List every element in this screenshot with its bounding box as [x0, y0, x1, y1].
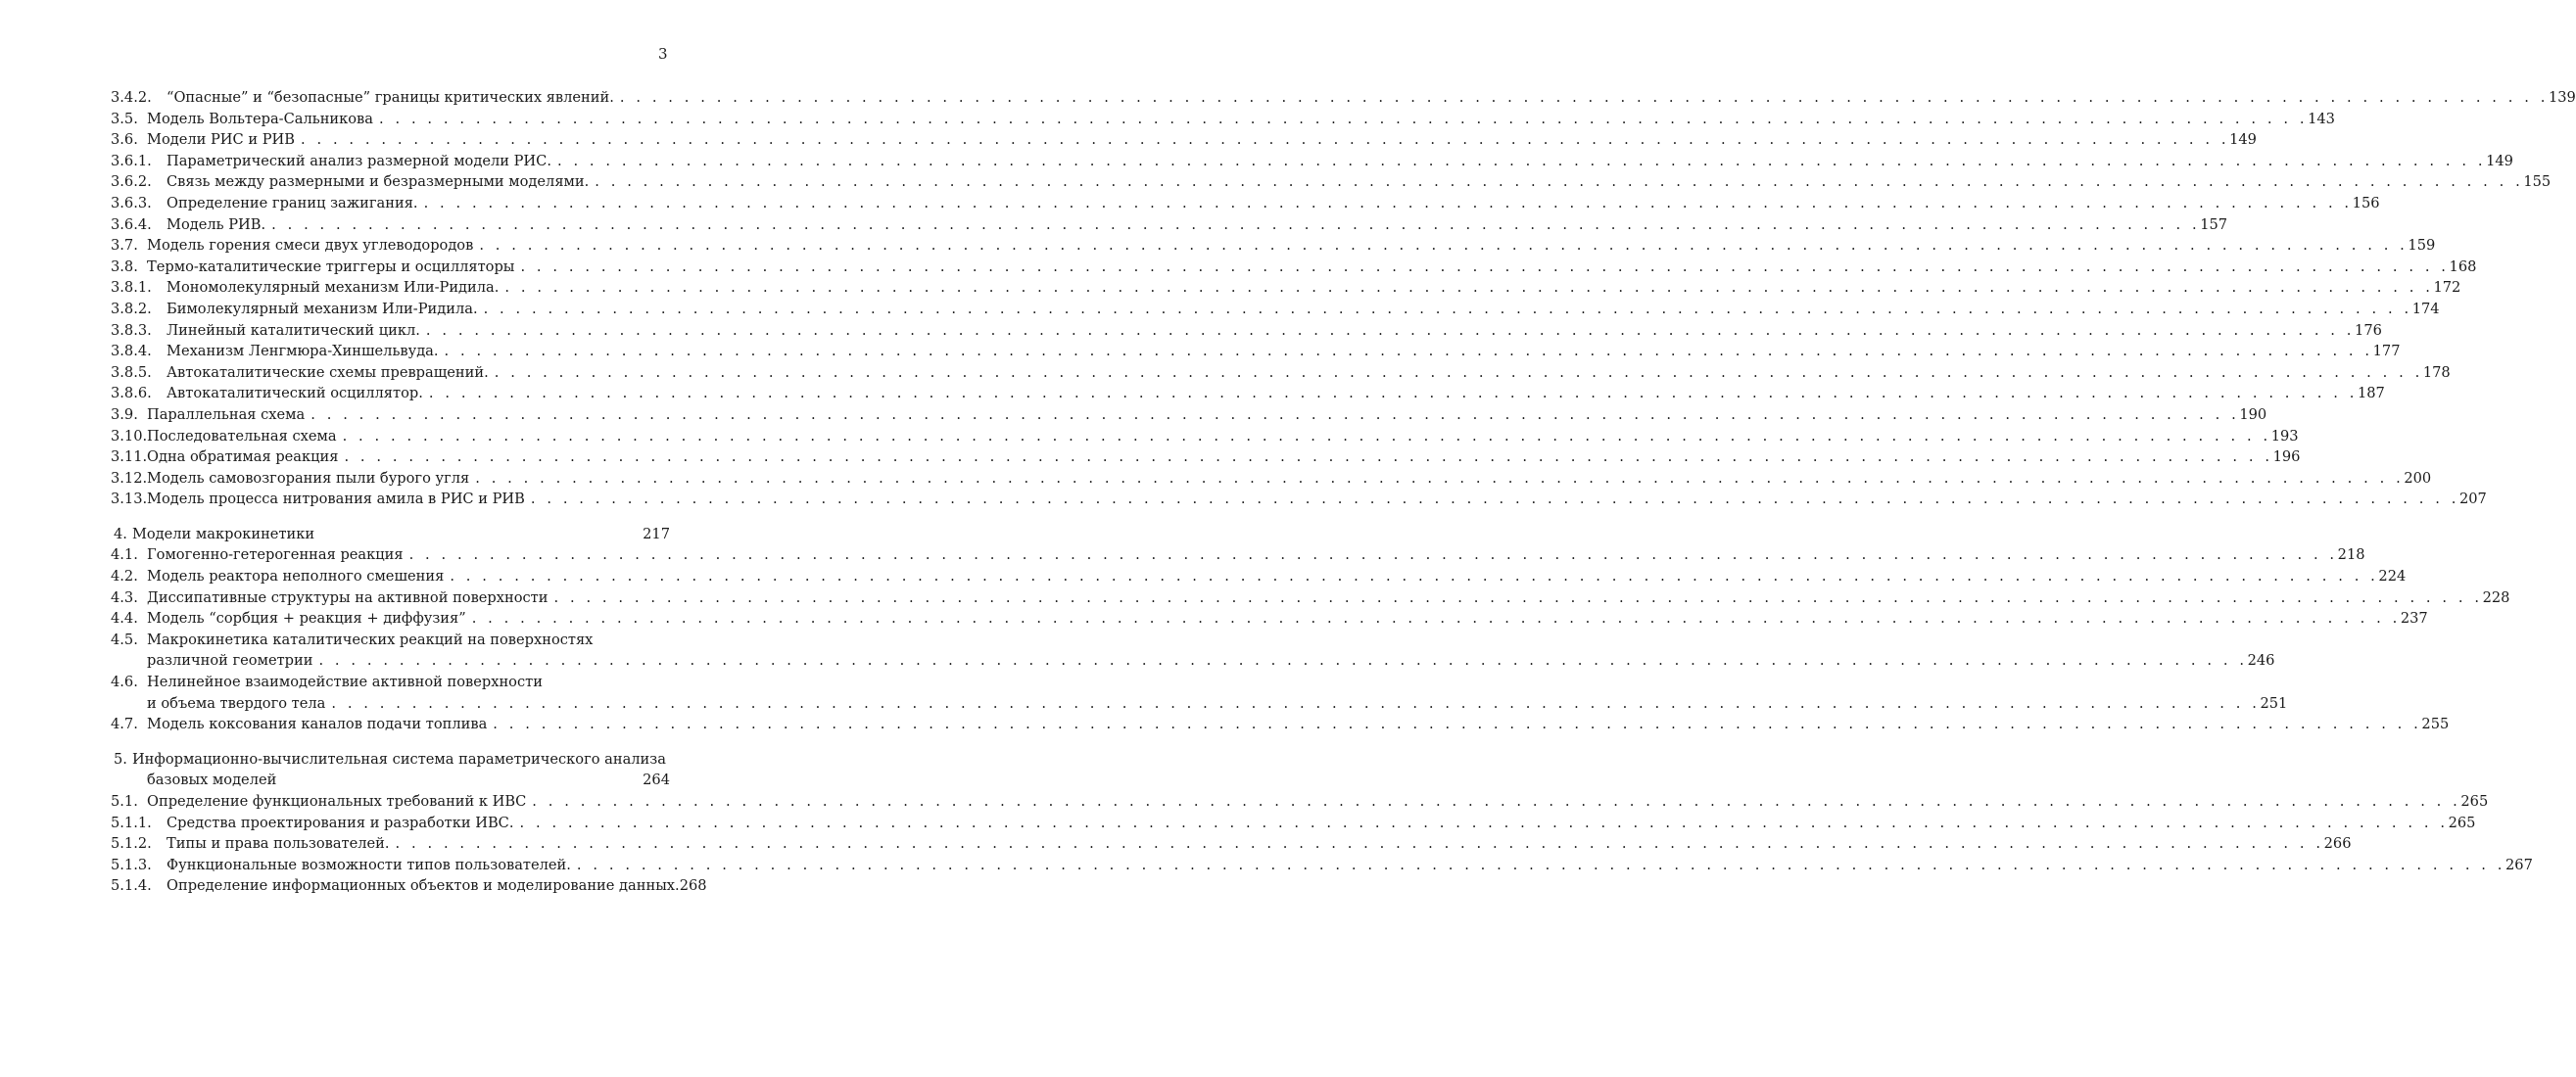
- dot-leader: . . . . . . . . . . . . . . . . . . . . . . . . . . . . . . . . . . . . . . . . . . . . . . . . . . . . . . . . . . . . . . . . . . . . . . . . . . . . . . . . . . . . . . . . . . . . . . . . . . . . . . . . . . . . . . . . . . . . . . . .: [494, 363, 2423, 381]
- dot-leader: . . . . . . . . . . . . . . . . . . . . . . . . . . . . . . . . . . . . . . . . . . . . . . . . . . . . . . . . . . . . . . . . . . . . . . . . . . . . . . . . . . . . . . . . . . . . . . . . . . . . . . . . . . . . . . . . . . . . . . . .: [532, 793, 2461, 810]
- dot-leader: . . . . . . . . . . . . . . . . . . . . . . . . . . . . . . . . . . . . . . . . . . . . . . . . . . . . . . . . . . . . . . . . . . . . . . . . . . . . . . . . . . . . . . . . . . . . . . . . . . . . . . . . . . . . . . . . . . . . . . . .: [444, 343, 2373, 360]
- toc-entry[interactable]: [111, 587, 2510, 609]
- entry-page: 193: [2270, 427, 2299, 445]
- entry-title: Гомогенно-гетерогенная реакция: [147, 546, 404, 564]
- entry-page: 177: [2372, 343, 2401, 360]
- dot-leader: . . . . . . . . . . . . . . . . . . . . . . . . . . . . . . . . . . . . . . . . . . . . . . . . . . . . . . . . . . . . . . . . . . . . . . . . . . . . . . . . . . . . . . . . . . . . . . . . . . . . . . . . . . . . . . . . . . . . . . . .: [520, 258, 2450, 275]
- entry-title-line2: различной геометрии: [147, 652, 313, 670]
- entry-page: 251: [2260, 694, 2288, 712]
- entry-number: 5.1.2.: [111, 835, 152, 853]
- toc-entry[interactable]: [111, 109, 2335, 130]
- toc-entry[interactable]: [111, 87, 2576, 109]
- chapter-title: Информационно-вычислительная система параметрического анализа: [131, 750, 666, 768]
- toc-entry[interactable]: [111, 277, 2461, 299]
- entry-page: 143: [2308, 110, 2335, 127]
- entry-number: 3.8.4.: [111, 343, 152, 360]
- toc-entry[interactable]: [111, 404, 2267, 426]
- entry-number: 3.6.: [111, 131, 138, 149]
- toc-entry[interactable]: [111, 362, 2451, 384]
- dot-leader: . . . . . . . . . . . . . . . . . . . . . . . . . . . . . . . . . . . . . . . . . . . . . . . . . . . . . . . . . . . . . . . . . . . . . . . . . . . . . . . . . . . . . . . . . . . . . . . . . . . . . . . . . . . . . . . . . . . . . . . .: [423, 194, 2353, 211]
- toc-entry[interactable]: [111, 129, 2257, 151]
- entry-page: 156: [2352, 194, 2380, 211]
- entry-number: 3.4.2.: [111, 89, 152, 106]
- entry-page: 237: [2400, 610, 2428, 628]
- entry-number: 3.8.6.: [111, 385, 152, 402]
- dot-leader: . . . . . . . . . . . . . . . . . . . . . . . . . . . . . . . . . . . . . . . . . . . . . . . . . . . . . . . . . . . . . . . . . . . . . . . . . . . . . . . . . . . . . . . . . . . . . . . . . . . . . . . . . . . . . . . . . . . . . . . .: [475, 469, 2405, 487]
- chapter-heading-continued[interactable]: [111, 770, 670, 791]
- dot-leader: . . . . . . . . . . . . . . . . . . . . . . . . . . . . . . . . . . . . . . . . . . . . . . . . . . . . . . . . . . . . . . . . . . . . . . . . . . . . . . . . . . . . . . . . . . . . . . . . . . . . . . . . . . . . . . . . . . . . . . . .: [300, 131, 2230, 149]
- entry-title: Определение границ зажигания.: [167, 194, 418, 211]
- toc-entry[interactable]: [111, 714, 2450, 735]
- entry-title: “Опасные” и “безопасные” границы критических явлений.: [167, 89, 614, 106]
- entry-page: 174: [2411, 300, 2440, 317]
- dot-leader: . . . . . . . . . . . . . . . . . . . . . . . . . . . . . . . . . . . . . . . . . . . . . . . . . . . . . . . . . . . . . . . . . . . . . . . . . . . . . . . . . . . . . . . . . . . . . . . . . . . . . . . . . . . . . . . . . . . . . . . .: [428, 385, 2358, 402]
- entry-title: Модель самовозгорания пыли бурого угля: [147, 469, 470, 487]
- entry-title: Нелинейное взаимодействие активной поверхности: [147, 674, 543, 691]
- toc-entry[interactable]: [111, 875, 707, 897]
- chapter-heading[interactable]: [111, 749, 670, 771]
- entry-page: 200: [2404, 469, 2432, 487]
- toc-entry[interactable]: [111, 257, 2477, 278]
- entry-number: 3.6.2.: [111, 173, 152, 191]
- entry-title: Модель “сорбция + реакция + диффузия”: [147, 610, 466, 628]
- entry-title: Определение информационных объектов и моделирование данных.: [167, 877, 680, 895]
- entry-page: 228: [2482, 588, 2510, 606]
- entry-number: 5.1.3.: [111, 856, 152, 873]
- toc-entry[interactable]: [111, 468, 2432, 490]
- dot-leader: . . . . . . . . . . . . . . . . . . . . . . . . . . . . . . . . . . . . . . . . . . . . . . . . . . . . . . . . . . . . . . . . . . . . . . . . . . . . . . . . . . . . . . . . . . . . . . . . . . . . . . . . . . . . . . . . . . . . . . . .: [318, 652, 2248, 670]
- dot-leader: . . . . . . . . . . . . . . . . . . . . . . . . . . . . . . . . . . . . . . . . . . . . . . . . . . . . . . . . . . . . . . . . . . . . . . . . . . . . . . . . . . . . . . . . . . . . . . . . . . . . . . . . . . . . . . . . . . . . . . . .: [408, 546, 2338, 564]
- toc-entry[interactable]: [111, 791, 2489, 813]
- toc-entry[interactable]: [111, 855, 2533, 876]
- entry-number: 3.12.: [111, 469, 148, 487]
- entry-page: 224: [2378, 568, 2407, 585]
- dot-leader: . . . . . . . . . . . . . . . . . . . . . . . . . . . . . . . . . . . . . . . . . . . . . . . . . . . . . . . . . . . . . . . . . . . . . . . . . . . . . . . . . . . . . . . . . . . . . . . . . . . . . . . . . . . . . . . . . . . . . . . .: [471, 610, 2401, 628]
- entry-page: 268: [679, 877, 707, 895]
- entry-number: 4.6.: [111, 674, 138, 691]
- toc-entry[interactable]: [111, 214, 2228, 236]
- entry-number: 5.1.4.: [111, 877, 152, 895]
- entry-page: 149: [2229, 131, 2257, 149]
- entry-title: Диссипативные структуры на активной поверхности: [147, 588, 549, 606]
- entry-title: Мономолекулярный механизм Или-Ридила.: [167, 279, 500, 297]
- toc-entry[interactable]: [111, 171, 2552, 193]
- entry-title: Модель горения смеси двух углеводородов: [147, 237, 474, 255]
- toc-entry[interactable]: [111, 235, 2436, 257]
- table-of-contents: [111, 87, 2576, 897]
- dot-leader: . . . . . . . . . . . . . . . . . . . . . . . . . . . . . . . . . . . . . . . . . . . . . . . . . . . . . . . . . . . . . . . . . . . . . . . . . . . . . . . . . . . . . . . . . . . . . . . . . . . . . . . . . . . . . . . . . . . . . . . .: [378, 110, 2309, 127]
- entry-page: 178: [2422, 363, 2451, 381]
- entry-title: Последовательная схема: [147, 427, 337, 445]
- entry-title: Автокаталитические схемы превращений.: [167, 363, 489, 381]
- toc-entry[interactable]: [111, 566, 2407, 587]
- entry-title: Бимолекулярный механизм Или-Ридила.: [167, 300, 478, 317]
- entry-number: 3.10.: [111, 427, 148, 445]
- entry-title: Типы и права пользователей.: [167, 835, 390, 853]
- entry-page: 266: [2323, 835, 2352, 853]
- chapter-title: Модели макрокинетики: [131, 525, 315, 542]
- dot-leader: . . . . . . . . . . . . . . . . . . . . . . . . . . . . . . . . . . . . . . . . . . . . . . . . . . . . . . . . . . . . . . . . . . . . . . . . . . . . . . . . . . . . . . . . . . . . . . . . . . . . . . . . . . . . . . . . . . . . . . . .: [271, 215, 2201, 233]
- toc-entry[interactable]: [111, 630, 670, 651]
- toc-entry[interactable]: [111, 299, 2440, 320]
- toc-entry[interactable]: [111, 320, 2382, 342]
- entry-title: Автокаталитический осциллятор.: [167, 385, 423, 402]
- entry-title: Модель коксования каналов подачи топлива: [147, 716, 488, 733]
- entry-title: Модель РИВ.: [167, 215, 266, 233]
- toc-entry-continued[interactable]: [111, 693, 2288, 715]
- entry-title: Функциональные возможности типов пользователей.: [167, 856, 571, 873]
- chapter-page: 264: [643, 772, 670, 789]
- entry-page: 267: [2505, 856, 2533, 873]
- entry-title: Связь между размерными и безразмерными моделями.: [167, 173, 590, 191]
- entry-page: 168: [2449, 258, 2477, 275]
- toc-entry[interactable]: [111, 672, 670, 693]
- toc-entry[interactable]: [111, 833, 2352, 855]
- entry-title: Параметрический анализ размерной модели РИС.: [167, 152, 551, 169]
- entry-number: 4.3.: [111, 588, 138, 606]
- entry-page: 176: [2355, 321, 2382, 339]
- entry-page: 255: [2421, 716, 2450, 733]
- entry-title-line2: и объема твердого тела: [147, 694, 326, 712]
- dot-leader: . . . . . . . . . . . . . . . . . . . . . . . . . . . . . . . . . . . . . . . . . . . . . . . . . . . . . . . . . . . . . . . . . . . . . . . . . . . . . . . . . . . . . . . . . . . . . . . . . . . . . . . . . . . . . . . . . . . . . . . .: [310, 405, 2240, 423]
- toc-entry[interactable]: [111, 544, 2365, 566]
- entry-page: 172: [2433, 279, 2461, 297]
- dot-leader: . . . . . . . . . . . . . . . . . . . . . . . . . . . . . . . . . . . . . . . . . . . . . . . . . . . . . . . . . . . . . . . . . . . . . . . . . . . . . . . . . . . . . . . . . . . . . . . . . . . . . . . . . . . . . . . . . . . . . . . .: [479, 237, 2409, 255]
- toc-entry[interactable]: [111, 341, 2401, 362]
- dot-leader: . . . . . . . . . . . . . . . . . . . . . . . . . . . . . . . . . . . . . . . . . . . . . . . . . . . . . . . . . . . . . . . . . . . . . . . . . . . . . . . . . . . . . . . . . . . . . . . . . . . . . . . . . . . . . . . . . . . . . . . .: [493, 716, 2422, 733]
- dot-leader: . . . . . . . . . . . . . . . . . . . . . . . . . . . . . . . . . . . . . . . . . . . . . . . . . . . . . . . . . . . . . . . . . . . . . . . . . . . . . . . . . . . . . . . . . . . . . . . . . . . . . . . . . . . . . . . . . . . . . . . .: [595, 173, 2524, 191]
- entry-number: 5.1.: [111, 793, 138, 810]
- entry-title: Одна обратимая реакция: [147, 448, 339, 466]
- dot-leader: . . . . . . . . . . . . . . . . . . . . . . . . . . . . . . . . . . . . . . . . . . . . . . . . . . . . . . . . . . . . . . . . . . . . . . . . . . . . . . . . . . . . . . . . . . . . . . . . . . . . . . . . . . . . . . . . . . . . . . . .: [504, 279, 2434, 297]
- entry-number: 3.11.: [111, 448, 148, 466]
- entry-title: Модель реактора неполного смешения: [147, 568, 445, 585]
- page-number: 3: [658, 45, 668, 63]
- entry-number: 3.5.: [111, 110, 138, 127]
- toc-entry[interactable]: [111, 813, 2476, 834]
- entry-page: 190: [2239, 405, 2267, 423]
- entry-title: Механизм Ленгмюра-Хиншельвуда.: [167, 343, 439, 360]
- entry-title: Модель Вольтера-Сальникова: [147, 110, 373, 127]
- entry-number: 3.8.1.: [111, 279, 152, 297]
- toc-entry[interactable]: [111, 151, 2513, 172]
- entry-number: 3.6.1.: [111, 152, 152, 169]
- dot-leader: . . . . . . . . . . . . . . . . . . . . . . . . . . . . . . . . . . . . . . . . . . . . . . . . . . . . . . . . . . . . . . . . . . . . . . . . . . . . . . . . . . . . . . . . . . . . . . . . . . . . . . . . . . . . . . . . . . . . . . . .: [556, 152, 2487, 169]
- section-gap: [111, 735, 670, 749]
- entry-title: Параллельная схема: [147, 405, 306, 423]
- entry-title: Линейный каталитический цикл.: [167, 321, 420, 339]
- dot-leader: . . . . . . . . . . . . . . . . . . . . . . . . . . . . . . . . . . . . . . . . . . . . . . . . . . . . . . . . . . . . . . . . . . . . . . . . . . . . . . . . . . . . . . . . . . . . . . . . . . . . . . . . . . . . . . . . . . . . . . . .: [342, 427, 2271, 445]
- dot-leader: . . . . . . . . . . . . . . . . . . . . . . . . . . . . . . . . . . . . . . . . . . . . . . . . . . . . . . . . . . . . . . . . . . . . . . . . . . . . . . . . . . . . . . . . . . . . . . . . . . . . . . . . . . . . . . . . . . . . . . . .: [425, 321, 2356, 339]
- entry-page: 207: [2458, 491, 2487, 508]
- entry-number: 3.6.4.: [111, 215, 152, 233]
- entry-page: 155: [2523, 173, 2552, 191]
- entry-page: 218: [2337, 546, 2365, 564]
- entry-number: 3.6.3.: [111, 194, 152, 211]
- chapter-number: 4.: [114, 525, 127, 542]
- entry-number: 4.1.: [111, 546, 138, 564]
- toc-entry[interactable]: [111, 383, 2385, 404]
- section-gap: [111, 510, 670, 524]
- entry-number: 3.8.5.: [111, 363, 152, 381]
- dot-leader: . . . . . . . . . . . . . . . . . . . . . . . . . . . . . . . . . . . . . . . . . . . . . . . . . . . . . . . . . . . . . . . . . . . . . . . . . . . . . . . . . . . . . . . . . . . . . . . . . . . . . . . . . . . . . . . . . . . . . . . .: [450, 568, 2379, 585]
- dot-leader: . . . . . . . . . . . . . . . . . . . . . . . . . . . . . . . . . . . . . . . . . . . . . . . . . . . . . . . . . . . . . . . . . . . . . . . . . . . . . . . . . . . . . . . . . . . . . . . . . . . . . . . . . . . . . . . . . . . . . . . .: [395, 835, 2324, 853]
- entry-page: 149: [2486, 152, 2513, 169]
- dot-leader: . . . . . . . . . . . . . . . . . . . . . . . . . . . . . . . . . . . . . . . . . . . . . . . . . . . . . . . . . . . . . . . . . . . . . . . . . . . . . . . . . . . . . . . . . . . . . . . . . . . . . . . . . . . . . . . . . . . . . . . .: [576, 856, 2506, 873]
- entry-page: 159: [2408, 237, 2436, 255]
- chapter-title-line2: базовых моделей: [147, 772, 277, 789]
- entry-page: 187: [2357, 385, 2385, 402]
- entry-number: 3.9.: [111, 405, 138, 423]
- entry-page: 196: [2272, 448, 2301, 466]
- toc-entry[interactable]: [111, 193, 2380, 214]
- entry-title: Модели РИС и РИВ: [147, 131, 295, 149]
- toc-entry[interactable]: [111, 489, 2487, 510]
- entry-page: 157: [2200, 215, 2228, 233]
- entry-title: Термо-каталитические триггеры и осцилляторы: [147, 258, 515, 275]
- dot-leader: . . . . . . . . . . . . . . . . . . . . . . . . . . . . . . . . . . . . . . . . . . . . . . . . . . . . . . . . . . . . . . . . . . . . . . . . . . . . . . . . . . . . . . . . . . . . . . . . . . . . . . . . . . . . . . . . . . . . . . . .: [619, 89, 2549, 106]
- entry-number: 3.8.: [111, 258, 138, 275]
- entry-page: 265: [2460, 793, 2489, 810]
- entry-number: 3.8.2.: [111, 300, 152, 317]
- dot-leader: . . . . . . . . . . . . . . . . . . . . . . . . . . . . . . . . . . . . . . . . . . . . . . . . . . . . . . . . . . . . . . . . . . . . . . . . . . . . . . . . . . . . . . . . . . . . . . . . . . . . . . . . . . . . . . . . . . . . . . . .: [530, 491, 2459, 508]
- toc-entry[interactable]: [111, 446, 2301, 468]
- entry-number: 3.7.: [111, 237, 138, 255]
- entry-number: 3.8.3.: [111, 321, 152, 339]
- entry-number: 5.1.1.: [111, 814, 152, 831]
- dot-leader: . . . . . . . . . . . . . . . . . . . . . . . . . . . . . . . . . . . . . . . . . . . . . . . . . . . . . . . . . . . . . . . . . . . . . . . . . . . . . . . . . . . . . . . . . . . . . . . . . . . . . . . . . . . . . . . . . . . . . . . .: [553, 588, 2483, 606]
- entry-title: Определение функциональных требований к ИВС: [147, 793, 527, 810]
- entry-number: 4.5.: [111, 631, 138, 648]
- entry-number: 4.2.: [111, 568, 138, 585]
- entry-page: 246: [2247, 652, 2275, 670]
- chapter-number: 5.: [114, 750, 127, 768]
- entry-number: 4.7.: [111, 716, 138, 733]
- entry-number: 4.4.: [111, 610, 138, 628]
- entry-number: 3.13.: [111, 491, 148, 508]
- toc-entry[interactable]: [111, 426, 2299, 447]
- chapter-heading[interactable]: [111, 524, 670, 545]
- toc-entry[interactable]: [111, 608, 2428, 630]
- dot-leader: . . . . . . . . . . . . . . . . . . . . . . . . . . . . . . . . . . . . . . . . . . . . . . . . . . . . . . . . . . . . . . . . . . . . . . . . . . . . . . . . . . . . . . . . . . . . . . . . . . . . . . . . . . . . . . . . . . . . . . . .: [483, 300, 2412, 317]
- toc-entry-continued[interactable]: [111, 650, 2275, 672]
- dot-leader: . . . . . . . . . . . . . . . . . . . . . . . . . . . . . . . . . . . . . . . . . . . . . . . . . . . . . . . . . . . . . . . . . . . . . . . . . . . . . . . . . . . . . . . . . . . . . . . . . . . . . . . . . . . . . . . . . . . . . . . .: [519, 814, 2449, 831]
- entry-title: Средства проектирования и разработки ИВС.: [167, 814, 514, 831]
- entry-page: 139: [2548, 89, 2576, 106]
- entry-title: Модель процесса нитрования амила в РИС и РИВ: [147, 491, 525, 508]
- dot-leader: . . . . . . . . . . . . . . . . . . . . . . . . . . . . . . . . . . . . . . . . . . . . . . . . . . . . . . . . . . . . . . . . . . . . . . . . . . . . . . . . . . . . . . . . . . . . . . . . . . . . . . . . . . . . . . . . . . . . . . . .: [344, 448, 2273, 466]
- entry-title: Макрокинетика каталитических реакций на поверхностях: [147, 631, 594, 648]
- entry-page: 265: [2448, 814, 2476, 831]
- chapter-page: 217: [643, 525, 670, 542]
- dot-leader: . . . . . . . . . . . . . . . . . . . . . . . . . . . . . . . . . . . . . . . . . . . . . . . . . . . . . . . . . . . . . . . . . . . . . . . . . . . . . . . . . . . . . . . . . . . . . . . . . . . . . . . . . . . . . . . . . . . . . . . .: [331, 694, 2261, 712]
